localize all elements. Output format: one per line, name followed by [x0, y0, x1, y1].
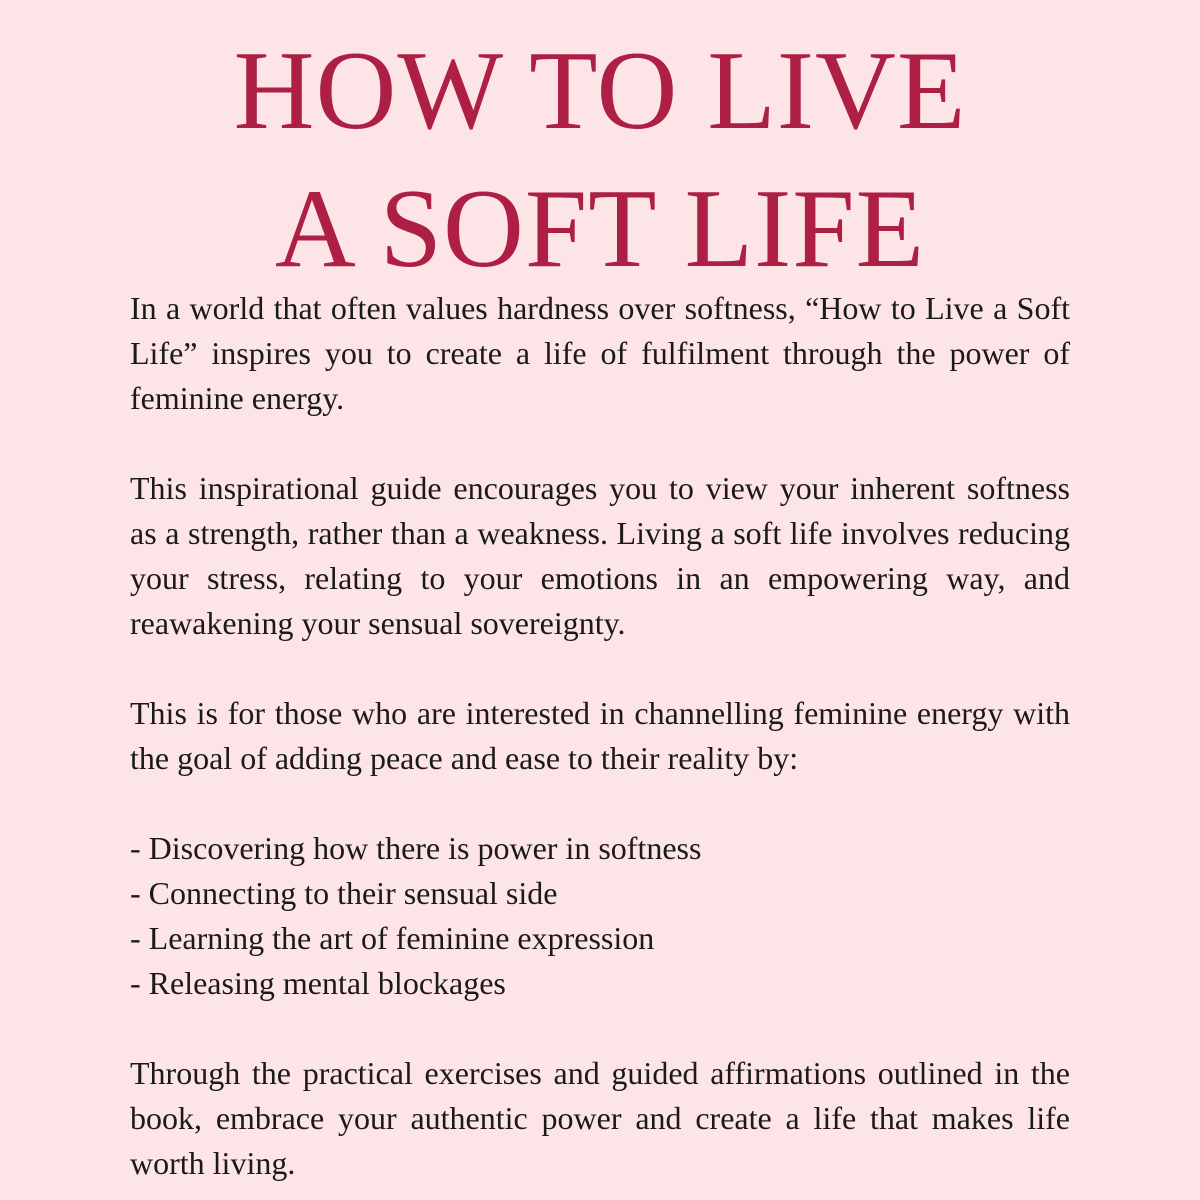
title-line-1: HOW TO LIVE — [233, 29, 967, 153]
intro-paragraph: In a world that often values hardness over softness, “How to Live a Soft Life” inspires you to create a life of fulfilment through the power of feminine energy. — [130, 290, 1070, 416]
list-item: - Discovering how there is power in softness — [130, 830, 702, 866]
guide-paragraph: This inspirational guide encourages you to view your inherent softness as a strength, rather than a weakness. Living a soft life involves reducing your stress, relating to your emotions in an empowering way, and reawakening your sensual sovereignty. — [130, 470, 1070, 641]
audience-paragraph: This is for those who are interested in channelling feminine energy with the goal of adding peace and ease to their reality by: — [130, 695, 1070, 776]
description-body — [130, 286, 1070, 1200]
title-line-2: A SOFT LIFE — [275, 167, 925, 291]
list-item: - Connecting to their sensual side — [130, 875, 558, 911]
book-title — [0, 22, 1200, 298]
list-item: - Releasing mental blockages — [130, 965, 506, 1001]
benefits-list — [130, 826, 1070, 1006]
list-item: - Learning the art of feminine expression — [130, 920, 655, 956]
closing-paragraph: Through the practical exercises and guided affirmations outlined in the book, embrace your authentic power and create a life that makes life worth living. — [130, 1055, 1070, 1181]
